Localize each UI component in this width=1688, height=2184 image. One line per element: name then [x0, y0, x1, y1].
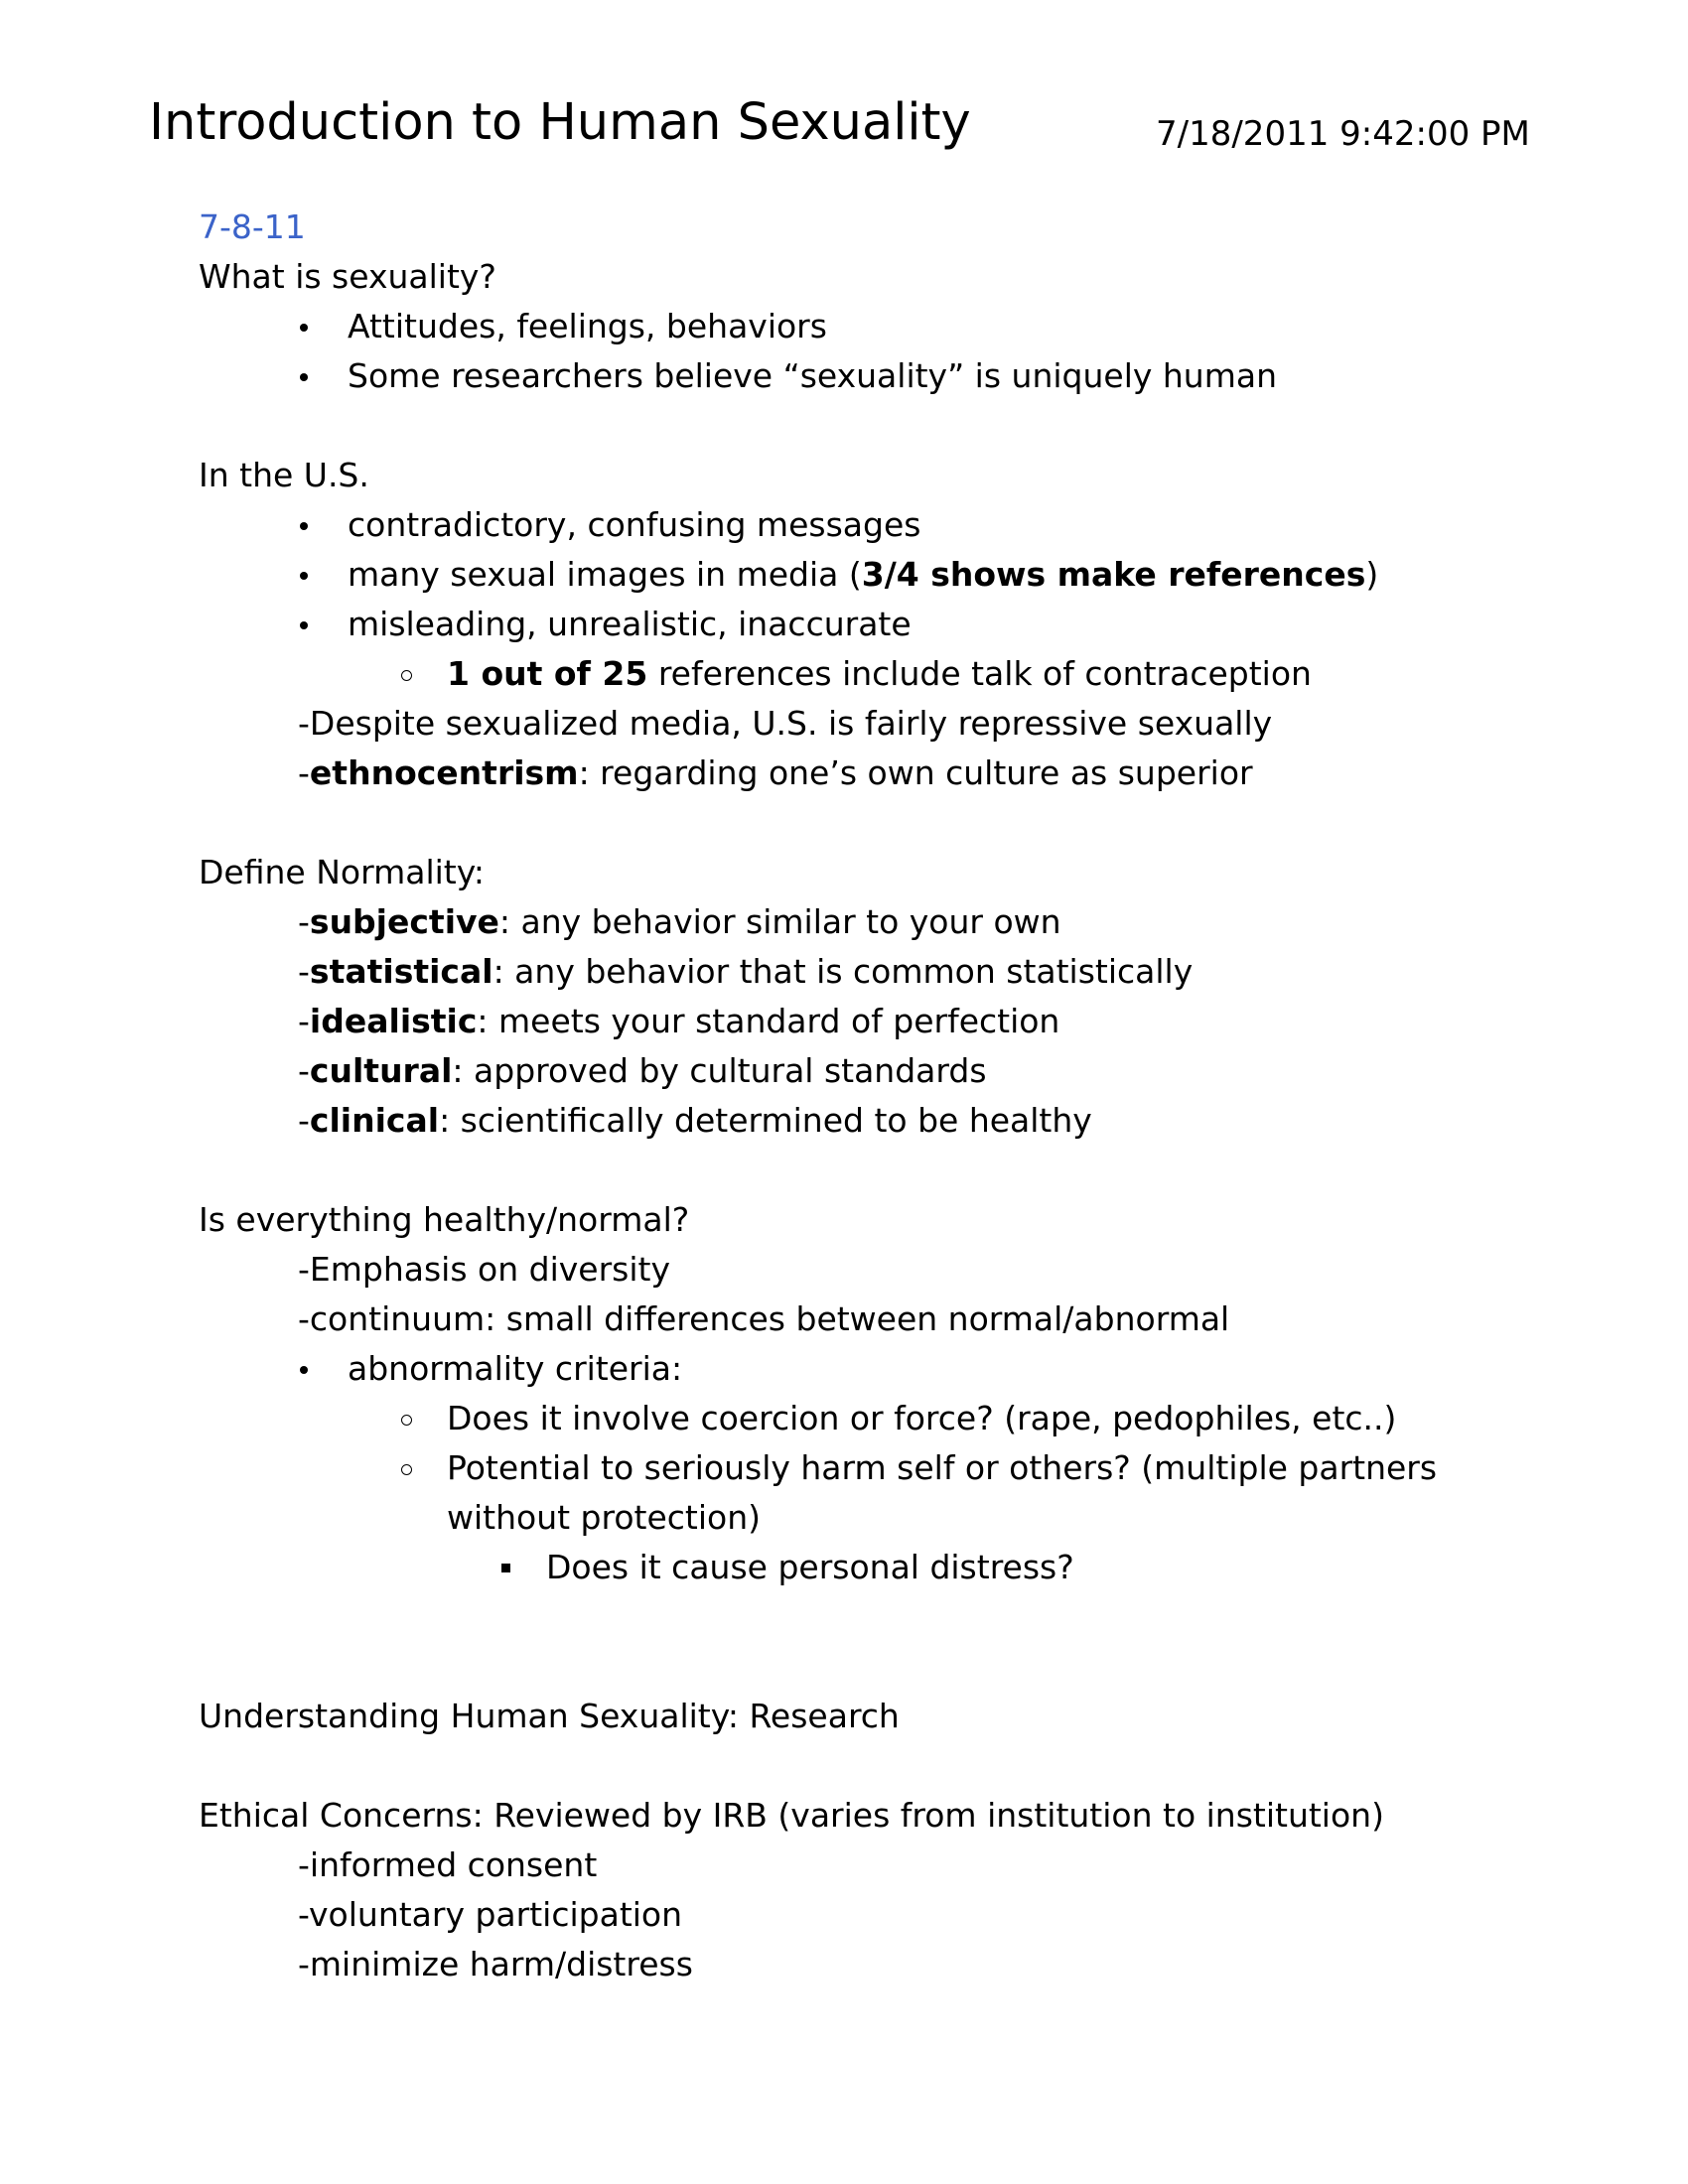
text-segment: ) — [1365, 555, 1379, 594]
bold-text: 3/4 shows make references — [861, 555, 1366, 594]
definition-item — [298, 1101, 1092, 1140]
list-item: abnormality criteria: — [348, 1349, 683, 1388]
list-item: Attitudes, feelings, behaviors — [348, 307, 827, 345]
section-heading: Is everything healthy/normal? — [199, 1200, 690, 1239]
sub-list-item-continued: without protection) — [447, 1498, 761, 1537]
section-heading: In the U.S. — [199, 456, 369, 494]
term: cultural — [309, 1051, 453, 1090]
dash-item: -voluntary participation — [298, 1895, 683, 1934]
timestamp: 7/18/2011 9:42:00 PM — [1156, 114, 1530, 154]
bullet-icon — [300, 1366, 308, 1374]
bullet-icon — [300, 572, 308, 580]
circle-bullet-icon — [401, 1415, 412, 1426]
text-segment: - — [298, 1002, 310, 1040]
note-date: 7-8-11 — [199, 207, 306, 246]
sub-list-item — [447, 654, 1312, 693]
circle-bullet-icon — [401, 670, 412, 681]
sub-list-item: Potential to seriously harm self or others? (multiple partners — [447, 1448, 1438, 1487]
bold-text: 1 out of 25 — [447, 654, 648, 693]
definition: : approved by cultural standards — [452, 1051, 987, 1090]
list-item: misleading, unrealistic, inaccurate — [348, 605, 912, 643]
sub-sub-list-item: Does it cause personal distress? — [546, 1548, 1074, 1586]
dash-item: -minimize harm/distress — [298, 1945, 693, 1983]
bullet-icon — [300, 621, 308, 629]
page-title: Introduction to Human Sexuality — [149, 93, 971, 152]
definition: : any behavior similar to your own — [498, 902, 1061, 941]
definition-item — [298, 1051, 987, 1090]
term: clinical — [309, 1101, 440, 1140]
text-segment: - — [298, 952, 310, 991]
text-segment: - — [298, 902, 310, 941]
definition: : scientifically determined to be healthy — [439, 1101, 1092, 1140]
section-heading: What is sexuality? — [199, 257, 496, 296]
square-bullet-icon — [501, 1564, 510, 1572]
text-segment: many sexual images in media ( — [348, 555, 862, 594]
dash-item: -Despite sexualized media, U.S. is fairly repressive sexually — [298, 704, 1273, 743]
dash-item: -informed consent — [298, 1845, 598, 1884]
list-item: contradictory, confusing messages — [348, 505, 921, 544]
definition: : any behavior that is common statistically — [492, 952, 1194, 991]
definition-item — [298, 902, 1061, 941]
text-segment: - — [298, 753, 310, 792]
bold-text: ethnocentrism — [309, 753, 579, 792]
text-segment: - — [298, 1101, 310, 1140]
text-segment: - — [298, 1051, 310, 1090]
term: idealistic — [309, 1002, 478, 1040]
text-segment: references include talk of contraception — [647, 654, 1312, 693]
dash-item: -continuum: small differences between normal/abnormal — [298, 1299, 1230, 1338]
dash-item — [298, 753, 1253, 792]
list-item — [348, 555, 1379, 594]
bullet-icon — [300, 324, 308, 332]
list-item: Some researchers believe “sexuality” is uniquely human — [348, 356, 1277, 395]
bullet-icon — [300, 373, 308, 381]
definition-item — [298, 952, 1194, 991]
section-heading: Define Normality: — [199, 853, 485, 891]
circle-bullet-icon — [401, 1464, 412, 1475]
section-heading: Ethical Concerns: Reviewed by IRB (varies from institution to institution) — [199, 1796, 1384, 1835]
definition-item — [298, 1002, 1060, 1040]
dash-item: -Emphasis on diversity — [298, 1250, 670, 1289]
section-heading: Understanding Human Sexuality: Research — [199, 1697, 900, 1735]
term: subjective — [309, 902, 499, 941]
term: statistical — [309, 952, 493, 991]
sub-list-item: Does it involve coercion or force? (rape, pedophiles, etc..) — [447, 1399, 1397, 1437]
text-segment: : regarding one’s own culture as superior — [578, 753, 1253, 792]
definition: : meets your standard of perfection — [477, 1002, 1060, 1040]
bullet-icon — [300, 522, 308, 530]
